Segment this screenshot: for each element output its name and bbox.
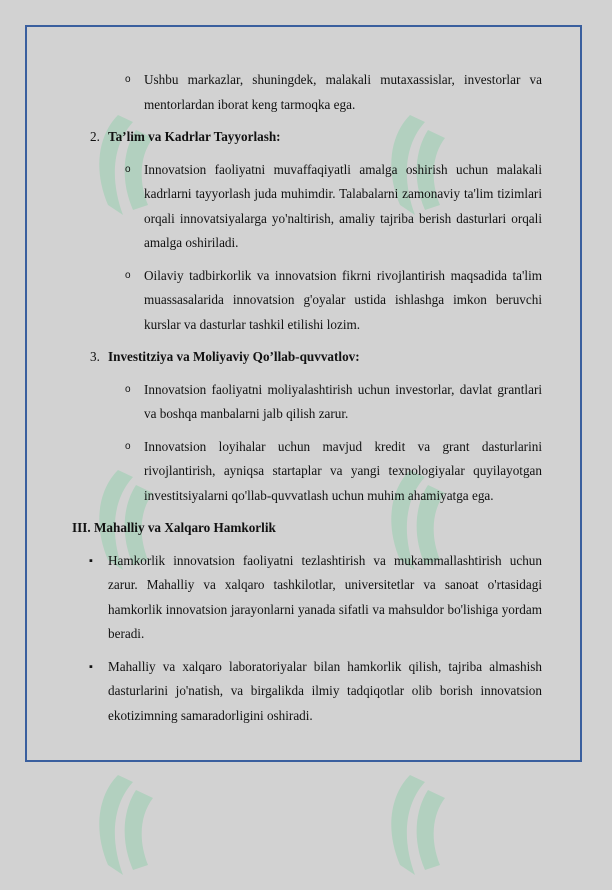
bullet-marker: ▪ [89,554,93,567]
numbered-heading [90,345,542,370]
sub-marker: o [125,163,131,175]
item-number: 3. [90,349,100,364]
sub-item-text: Innovatsion loyihalar uchun mavjud kredit va grant dasturlarini rivojlantirish, ayniqsa startaplar va yangi texnologiyalar quyilayotgan investitsiyalarni qo'llab-quvvatlash uchun muhim ahamiyatga ega. [144,438,542,503]
sub-marker: o [125,269,131,281]
item-heading: Ta’lim va Kadrlar Tayyorlash: [108,129,281,144]
sub-item [125,378,542,427]
item-heading: Investitziya va Moliyaviy Qo’llab-quvvatlov: [108,349,360,364]
sub-item [125,68,542,117]
sub-item-text: Ushbu markazlar, shuningdek, malakali mutaxassislar, investorlar va mentorlardan iborat keng tarmoqka ega. [144,72,542,112]
sub-item [125,158,542,256]
bullet-item [89,655,542,729]
sub-item [125,435,542,509]
sub-marker: o [125,383,131,395]
item-number: 2. [90,129,100,144]
document-body [72,68,542,736]
bullet-text: Hamkorlik innovatsion faoliyatni tezlashtirish va mukammallashtirish uchun zarur. Mahalliy va xalqaro tashkilotlar, universitetlar va sanoat o'rtasidagi hamkorlik innovatsion jarayonlarni yanada sifatli va mahsuldor bo'lishiga yordam beradi. [108,552,542,641]
bullet-marker: ▪ [89,660,93,673]
sub-item-text: Innovatsion faoliyatni muvaffaqiyatli amalga oshirish uchun malakali kadrlarni tayyorlash juda muhimdir. Talabalarni zamonaviy ta'lim tizimlari orqali innovatsiyalarga yo'naltirish, amaliy tajriba berish dasturlari orqali amalga oshiriladi. [144,161,542,250]
sub-marker: o [125,74,131,85]
sub-marker: o [125,440,131,452]
sub-item-text: Innovatsion faoliyatni moliyalashtirish uchun investorlar, davlat grantlari va boshqa manbalarni jalb qilish zarur. [144,381,542,421]
watermark-logo-icon [88,770,158,880]
bullet-item [89,549,542,647]
bullet-text: Mahalliy va xalqaro laboratoriyalar bilan hamkorlik qilish, tajriba almashish dasturlarini jo'natish, va birgalikda ilmiy tadqiqotlar olib borish innovatsion ekotizimning samaradorligini oshiradi. [108,658,542,723]
sub-item [125,264,542,338]
watermark-logo-icon [380,770,450,880]
sub-item-text: Oilaviy tadbirkorlik va innovatsion fikrni rivojlantirish maqsadida ta'lim muassasalarida innovatsion g'oyalar ustida ishlashga imkon beruvchi kurslar va dasturlar tashkil etilishi lozim. [144,267,542,332]
section-heading: III. Mahalliy va Xalqaro Hamkorlik [72,520,276,535]
numbered-heading [90,125,542,150]
